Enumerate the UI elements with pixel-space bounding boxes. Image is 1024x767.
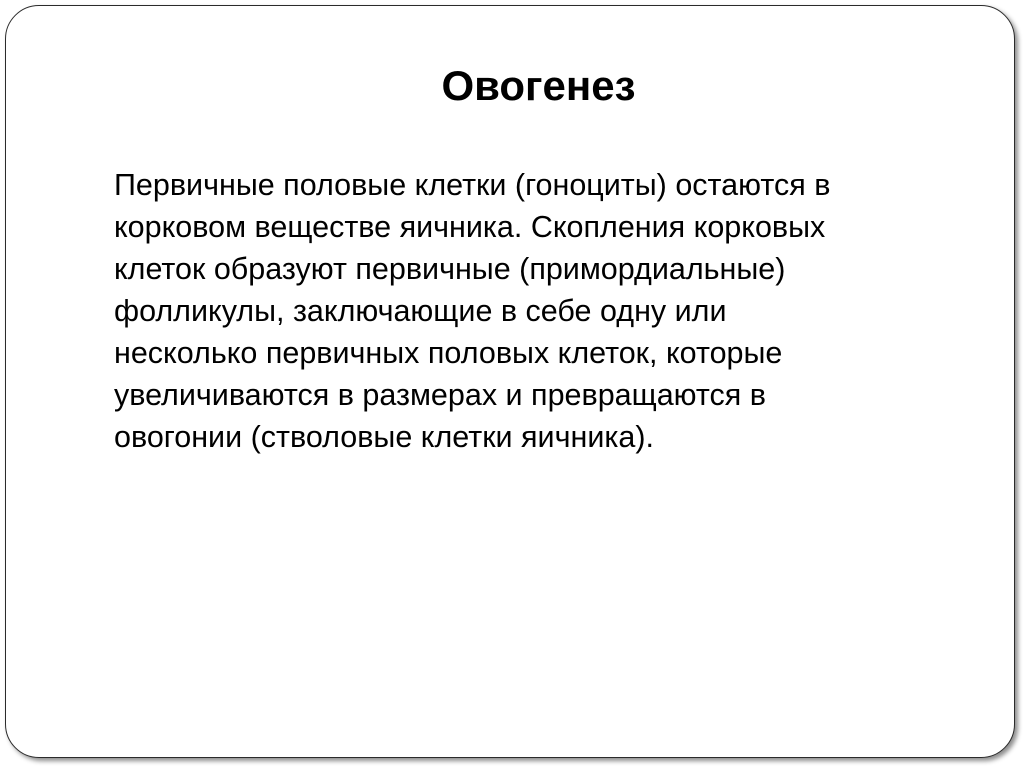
body-line: несколько первичных половых клеток, которые bbox=[114, 336, 783, 370]
body-line: клеток образуют первичные (примордиальные) bbox=[114, 252, 786, 286]
slide-body-text bbox=[114, 164, 924, 458]
slide-title: Овогенез bbox=[441, 62, 636, 109]
body-line: Первичные половые клетки (гоноциты) остаются в bbox=[114, 168, 831, 202]
body-line: увеличиваются в размерах и превращаются в bbox=[114, 378, 766, 412]
body-line: фолликулы, заключающие в себе одну или bbox=[114, 294, 727, 328]
body-line: корковом веществе яичника. Скопления корковых bbox=[114, 210, 826, 244]
body-line: овогонии (стволовые клетки яичника). bbox=[114, 420, 654, 454]
